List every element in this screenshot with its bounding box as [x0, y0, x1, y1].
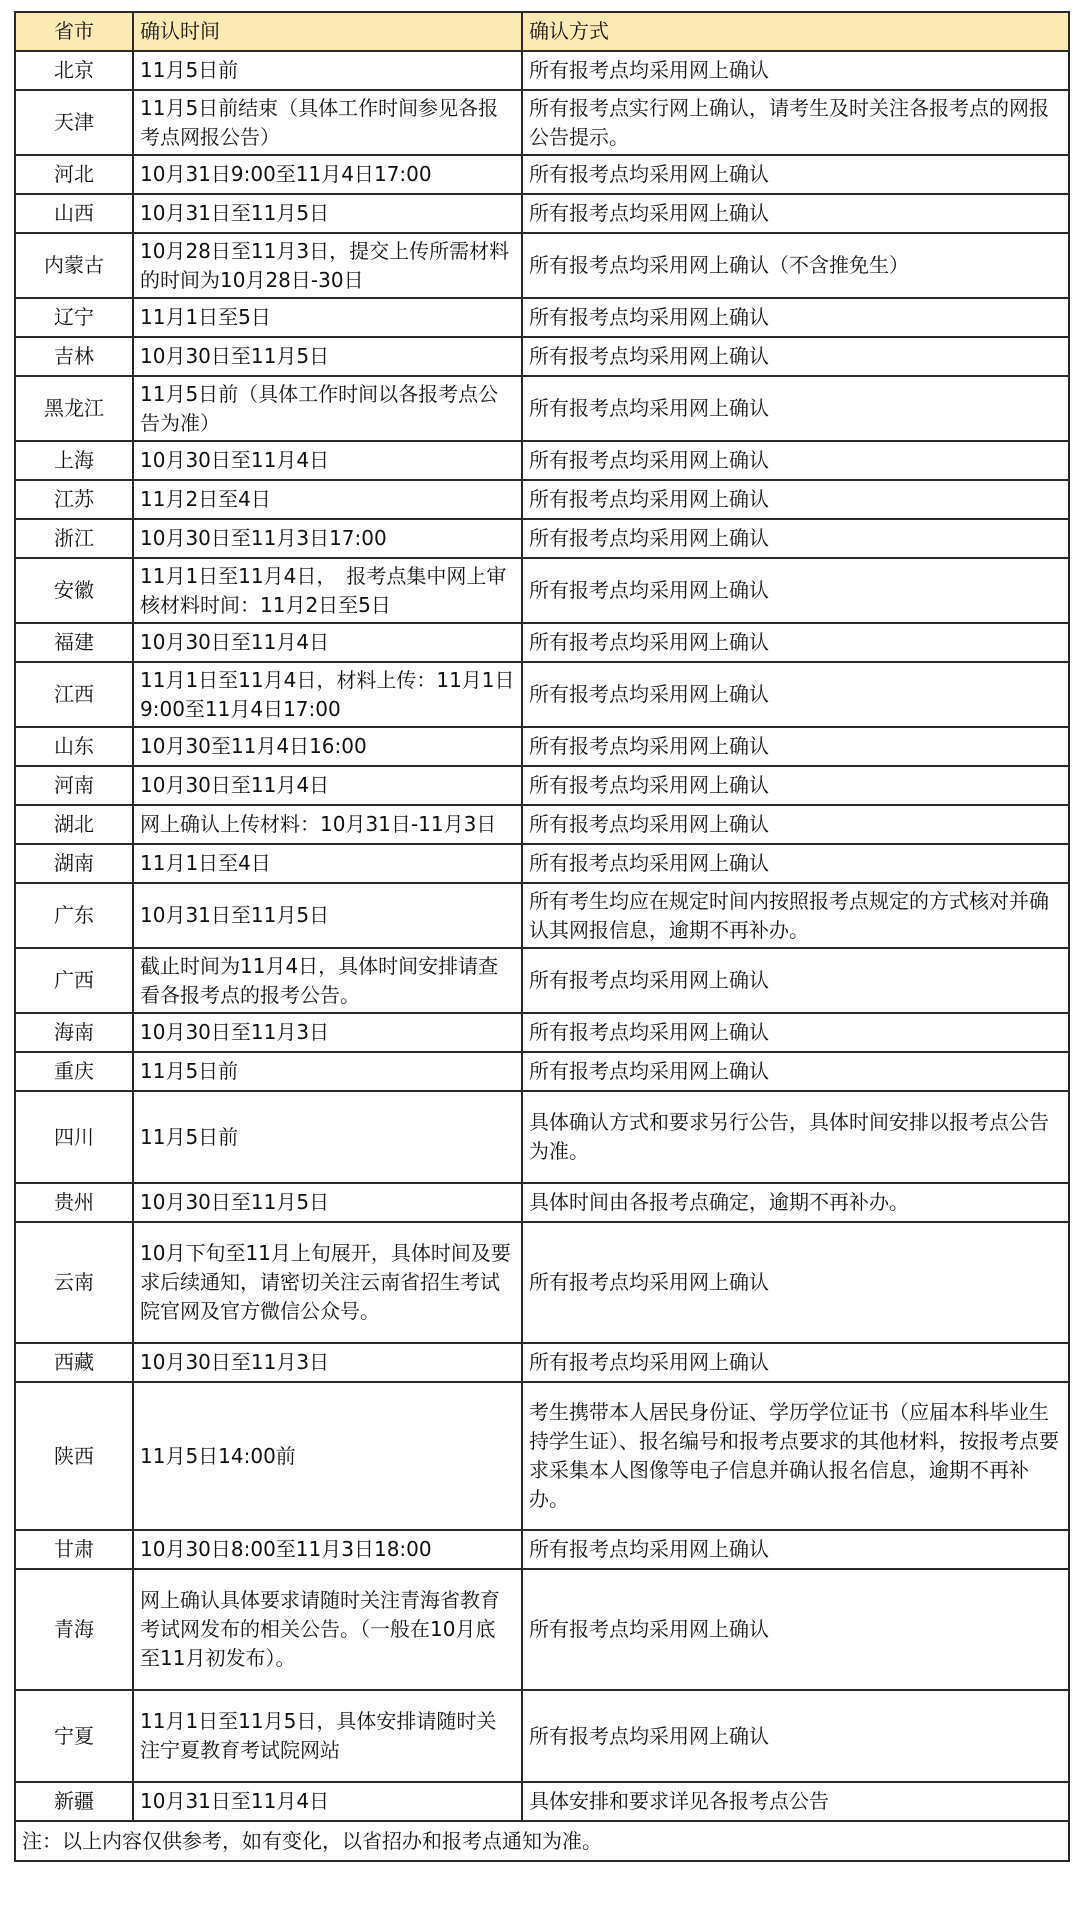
time-cell: 11月1日至11月4日， 报考点集中网上审核材料时间：11月2日至5日: [133, 558, 522, 623]
province-cell: 山东: [15, 727, 133, 766]
province-cell: 广东: [15, 883, 133, 948]
province-cell: 青海: [15, 1569, 133, 1690]
confirmation-table: [14, 11, 1070, 1862]
table-note: 注：以上内容仅供参考，如有变化，以省招办和报考点通知为准。: [15, 1821, 1069, 1861]
table-row: [15, 1052, 1069, 1091]
time-cell: 10月30日至11月3日17:00: [133, 519, 522, 558]
table-row: [15, 1690, 1069, 1782]
time-cell: 10月31日至11月5日: [133, 883, 522, 948]
province-cell: 重庆: [15, 1052, 133, 1091]
time-cell: 10月30日至11月5日: [133, 1183, 522, 1222]
table-row: [15, 623, 1069, 662]
method-cell: 所有报考点均采用网上确认: [522, 194, 1069, 233]
method-cell: 所有报考点均采用网上确认: [522, 1569, 1069, 1690]
method-cell: 所有报考点均采用网上确认: [522, 155, 1069, 194]
method-cell: 所有报考点均采用网上确认: [522, 519, 1069, 558]
method-cell: 所有报考点均采用网上确认: [522, 1222, 1069, 1343]
table-row: [15, 1782, 1069, 1821]
table-row: [15, 662, 1069, 727]
table-row: [15, 51, 1069, 90]
province-cell: 山西: [15, 194, 133, 233]
province-cell: 上海: [15, 441, 133, 480]
time-cell: 10月28日至11月3日，提交上传所需材料的时间为10月28日-30日: [133, 233, 522, 298]
method-cell: 所有报考点均采用网上确认: [522, 1530, 1069, 1569]
method-cell: 所有报考点均采用网上确认: [522, 376, 1069, 441]
method-cell: 所有报考点实行网上确认，请考生及时关注各报考点的网报公告提示。: [522, 90, 1069, 155]
province-cell: 福建: [15, 623, 133, 662]
time-cell: 10月31日至11月5日: [133, 194, 522, 233]
time-cell: 10月30日至11月4日: [133, 441, 522, 480]
table-row: [15, 948, 1069, 1013]
table-row: [15, 337, 1069, 376]
table-row: [15, 194, 1069, 233]
method-cell: 所有报考点均采用网上确认: [522, 948, 1069, 1013]
province-cell: 贵州: [15, 1183, 133, 1222]
time-cell: 11月5日前结束（具体工作时间参见各报考点网报公告）: [133, 90, 522, 155]
table-row: [15, 480, 1069, 519]
province-cell: 西藏: [15, 1343, 133, 1382]
province-cell: 内蒙古: [15, 233, 133, 298]
header-time: 确认时间: [133, 12, 522, 51]
province-cell: 广西: [15, 948, 133, 1013]
table-row: [15, 1013, 1069, 1052]
time-cell: 11月5日前: [133, 1052, 522, 1091]
time-cell: 10月30至11月4日16:00: [133, 727, 522, 766]
time-cell: 11月5日前: [133, 1091, 522, 1183]
time-cell: 10月30日至11月4日: [133, 623, 522, 662]
table-row: [15, 155, 1069, 194]
table-row: [15, 1183, 1069, 1222]
table-body: [15, 51, 1069, 1821]
method-cell: 所有报考点均采用网上确认: [522, 805, 1069, 844]
method-cell: 所有报考点均采用网上确认: [522, 51, 1069, 90]
time-cell: 11月1日至4日: [133, 844, 522, 883]
time-cell: 10月30日至11月3日: [133, 1343, 522, 1382]
method-cell: 所有报考点均采用网上确认: [522, 766, 1069, 805]
header-method: 确认方式: [522, 12, 1069, 51]
province-cell: 湖北: [15, 805, 133, 844]
time-cell: 截止时间为11月4日，具体时间安排请查看各报考点的报考公告。: [133, 948, 522, 1013]
table-row: [15, 90, 1069, 155]
method-cell: 所有报考点均采用网上确认: [522, 480, 1069, 519]
table-row: [15, 233, 1069, 298]
province-cell: 安徽: [15, 558, 133, 623]
table-row: [15, 805, 1069, 844]
method-cell: 所有考生均应在规定时间内按照报考点规定的方式核对并确认其网报信息，逾期不再补办。: [522, 883, 1069, 948]
province-cell: 湖南: [15, 844, 133, 883]
time-cell: 10月31日至11月4日: [133, 1782, 522, 1821]
province-cell: 甘肃: [15, 1530, 133, 1569]
province-cell: 北京: [15, 51, 133, 90]
table-footer: [15, 1821, 1069, 1861]
time-cell: 11月1日至11月4日，材料上传：11月1日9:00至11月4日17:00: [133, 662, 522, 727]
method-cell: 考生携带本人居民身份证、学历学位证书（应届本科毕业生持学生证）、报名编号和报考点要求的其他材料，按报考点要求采集本人图像等电子信息并确认报名信息，逾期不再补办。: [522, 1382, 1069, 1530]
method-cell: 所有报考点均采用网上确认: [522, 441, 1069, 480]
table-row: [15, 883, 1069, 948]
method-cell: 具体时间由各报考点确定，逾期不再补办。: [522, 1183, 1069, 1222]
province-cell: 河南: [15, 766, 133, 805]
province-cell: 黑龙江: [15, 376, 133, 441]
method-cell: 所有报考点均采用网上确认: [522, 623, 1069, 662]
province-cell: 陕西: [15, 1382, 133, 1530]
table-row: [15, 1222, 1069, 1343]
time-cell: 10月下旬至11月上旬展开，具体时间及要求后续通知，请密切关注云南省招生考试院官网及官方微信公众号。: [133, 1222, 522, 1343]
time-cell: 网上确认具体要求请随时关注青海省教育考试网发布的相关公告。（一般在10月底至11月初发布）。: [133, 1569, 522, 1690]
table-row: [15, 376, 1069, 441]
table-row: [15, 441, 1069, 480]
time-cell: 10月30日至11月5日: [133, 337, 522, 376]
method-cell: 所有报考点均采用网上确认: [522, 844, 1069, 883]
method-cell: 具体安排和要求详见各报考点公告: [522, 1782, 1069, 1821]
province-cell: 天津: [15, 90, 133, 155]
table-row: [15, 844, 1069, 883]
province-cell: 吉林: [15, 337, 133, 376]
time-cell: 11月1日至11月5日，具体安排请随时关注宁夏教育考试院网站: [133, 1690, 522, 1782]
province-cell: 江西: [15, 662, 133, 727]
method-cell: 所有报考点均采用网上确认: [522, 337, 1069, 376]
time-cell: 网上确认上传材料：10月31日-11月3日: [133, 805, 522, 844]
time-cell: 10月30日8:00至11月3日18:00: [133, 1530, 522, 1569]
method-cell: 所有报考点均采用网上确认: [522, 662, 1069, 727]
table-row: [15, 1569, 1069, 1690]
method-cell: 所有报考点均采用网上确认: [522, 298, 1069, 337]
province-cell: 新疆: [15, 1782, 133, 1821]
method-cell: 所有报考点均采用网上确认: [522, 1052, 1069, 1091]
province-cell: 宁夏: [15, 1690, 133, 1782]
table-row: [15, 558, 1069, 623]
table-header: [15, 12, 1069, 51]
table-row: [15, 1382, 1069, 1530]
method-cell: 所有报考点均采用网上确认（不含推免生）: [522, 233, 1069, 298]
method-cell: 所有报考点均采用网上确认: [522, 1690, 1069, 1782]
table-row: [15, 727, 1069, 766]
province-cell: 海南: [15, 1013, 133, 1052]
province-cell: 河北: [15, 155, 133, 194]
province-cell: 辽宁: [15, 298, 133, 337]
table-row: [15, 1343, 1069, 1382]
time-cell: 11月5日前: [133, 51, 522, 90]
header-province: 省市: [15, 12, 133, 51]
time-cell: 11月2日至4日: [133, 480, 522, 519]
table-row: [15, 1091, 1069, 1183]
table-row: [15, 1530, 1069, 1569]
province-cell: 四川: [15, 1091, 133, 1183]
time-cell: 11月5日前（具体工作时间以各报考点公告为准）: [133, 376, 522, 441]
province-cell: 江苏: [15, 480, 133, 519]
table-row: [15, 298, 1069, 337]
time-cell: 10月30日至11月4日: [133, 766, 522, 805]
time-cell: 11月5日14:00前: [133, 1382, 522, 1530]
province-cell: 云南: [15, 1222, 133, 1343]
province-cell: 浙江: [15, 519, 133, 558]
method-cell: 所有报考点均采用网上确认: [522, 558, 1069, 623]
table-row: [15, 766, 1069, 805]
table-row: [15, 519, 1069, 558]
method-cell: 所有报考点均采用网上确认: [522, 1013, 1069, 1052]
method-cell: 所有报考点均采用网上确认: [522, 1343, 1069, 1382]
time-cell: 10月30日至11月3日: [133, 1013, 522, 1052]
time-cell: 11月1日至5日: [133, 298, 522, 337]
method-cell: 所有报考点均采用网上确认: [522, 727, 1069, 766]
method-cell: 具体确认方式和要求另行公告，具体时间安排以报考点公告为准。: [522, 1091, 1069, 1183]
time-cell: 10月31日9:00至11月4日17:00: [133, 155, 522, 194]
